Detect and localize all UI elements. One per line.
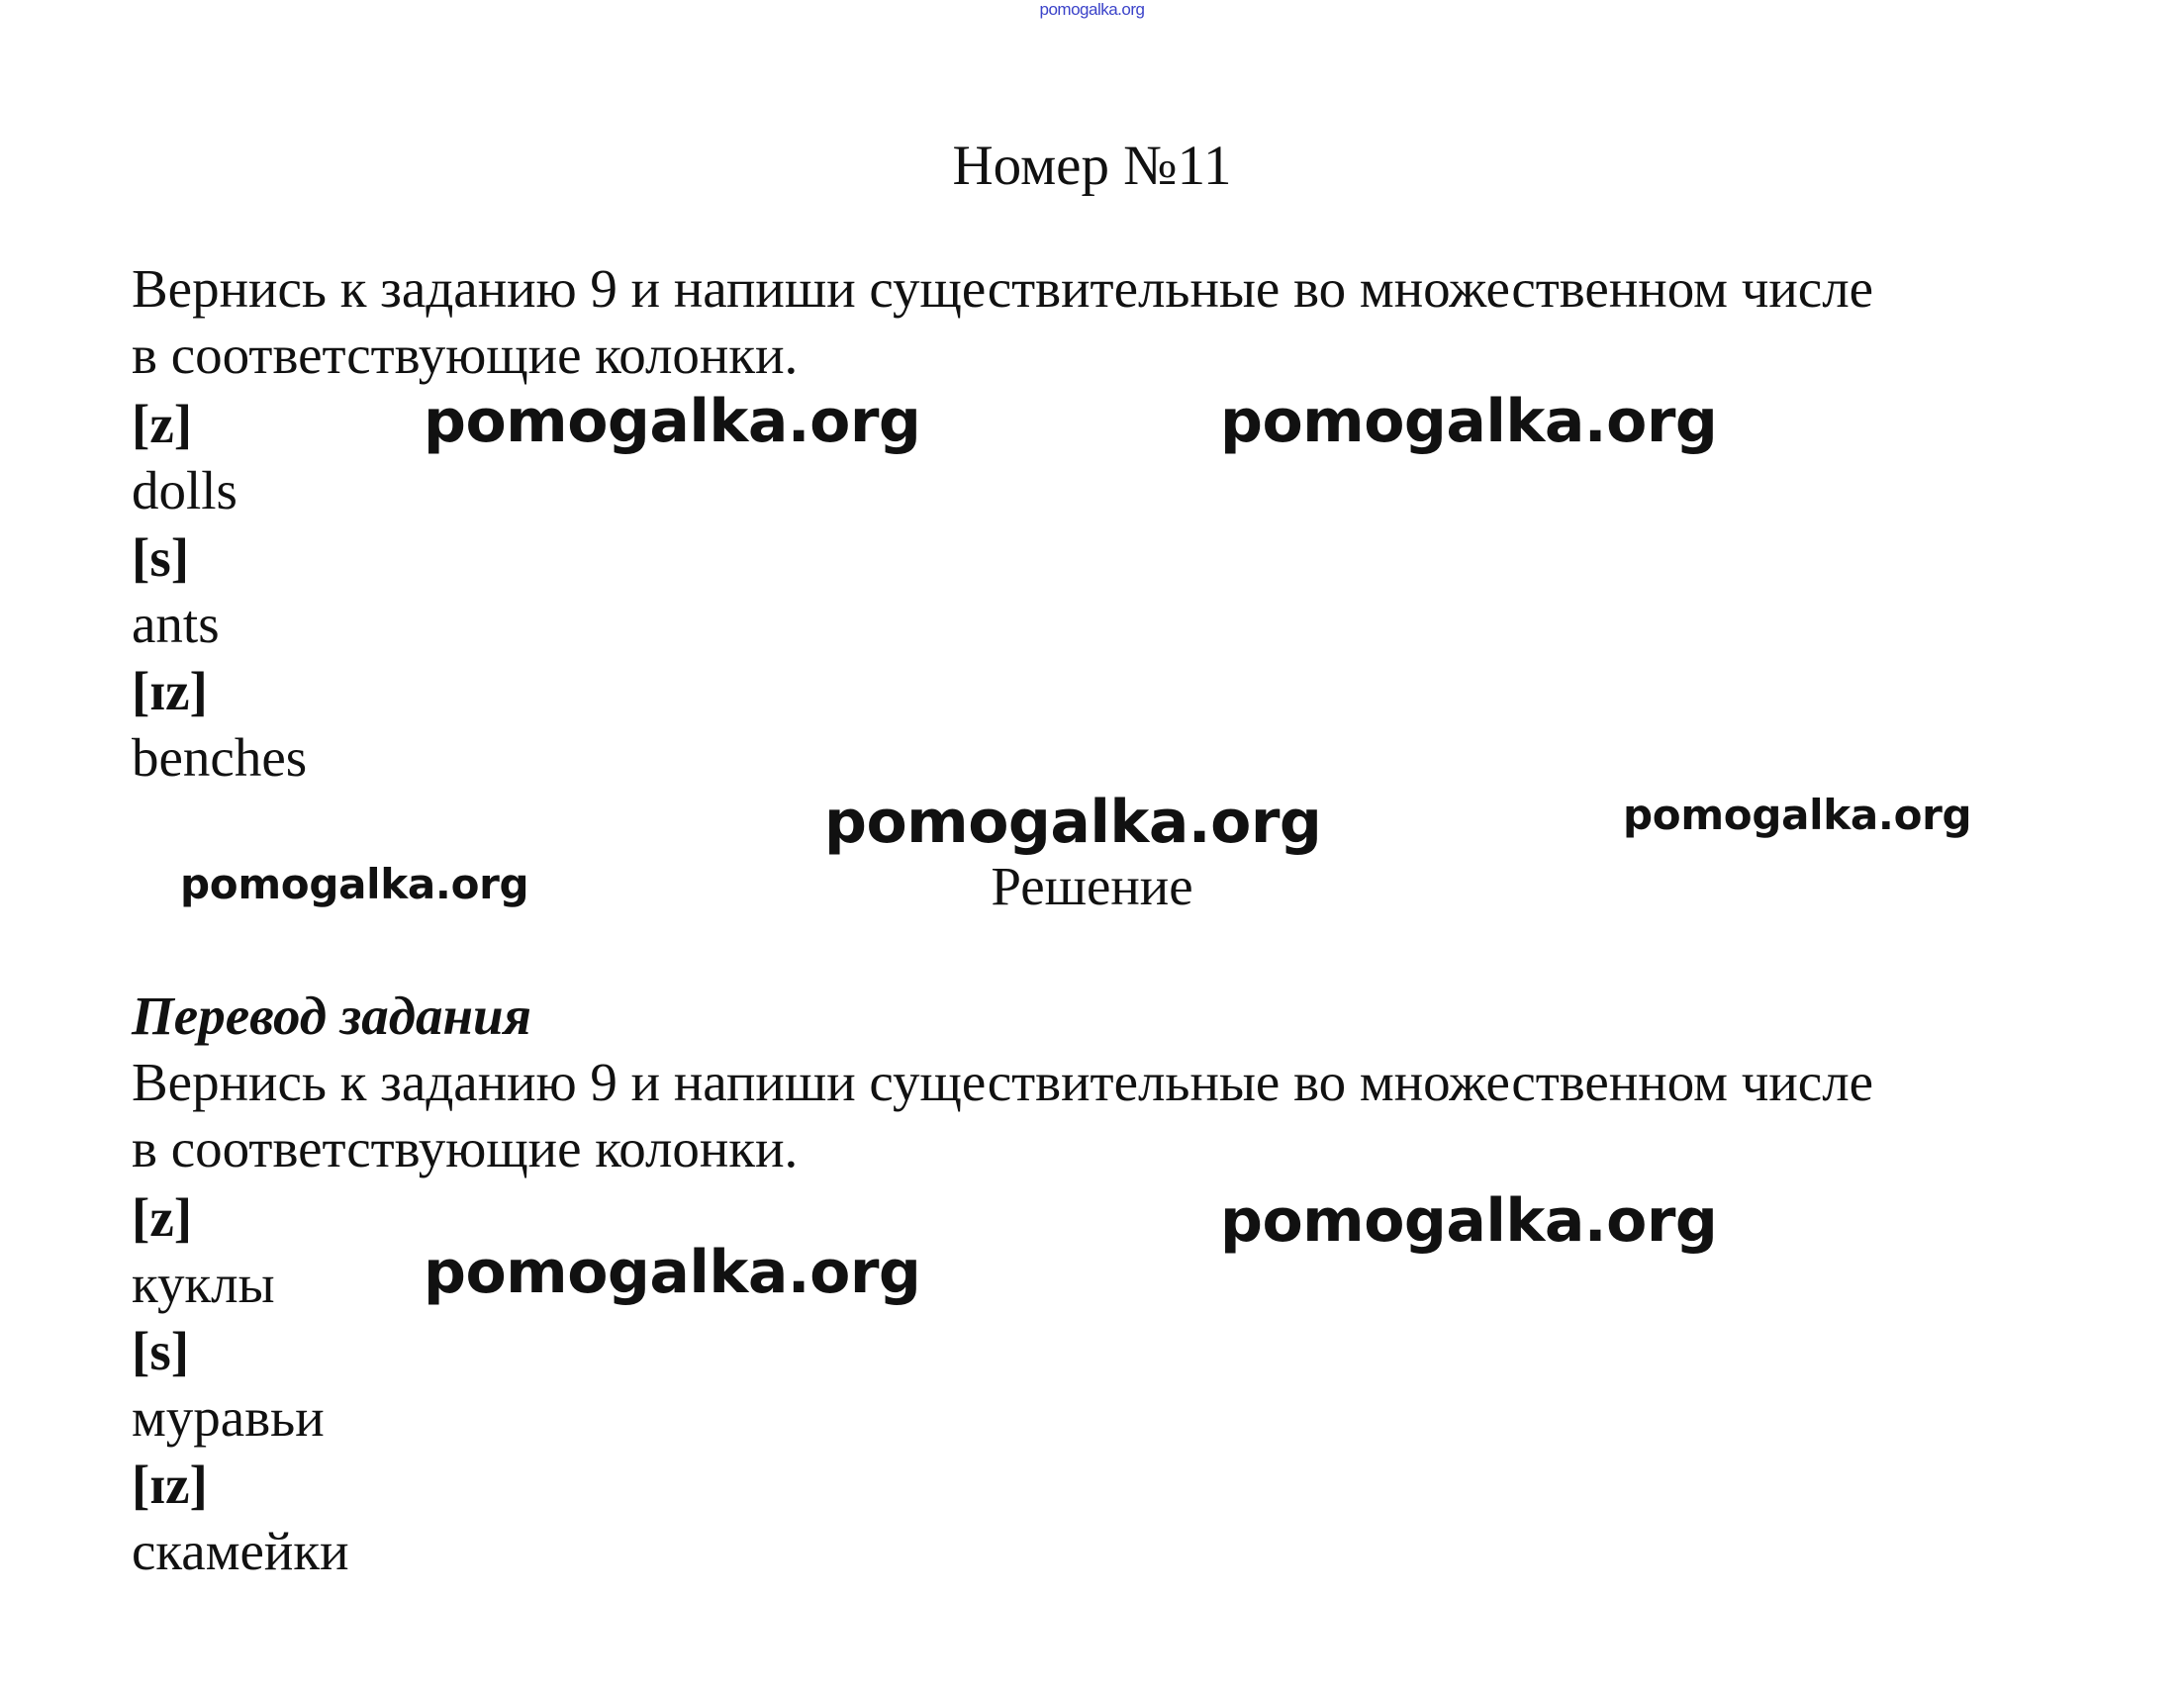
task-instruction-line-2: в соответствующие колонки. (132, 325, 799, 385)
task-phoneme-s: [s] (132, 527, 190, 588)
watermark: pomogalka.org (1623, 791, 1972, 839)
translation-word-skameyki: скамейки (132, 1521, 349, 1581)
translation-word-kukly: куклы (132, 1254, 275, 1314)
watermark: pomogalka.org (1220, 1186, 1718, 1256)
task-instruction-line-1: Вернись к заданию 9 и напиши существительные во множественном числе (132, 258, 1874, 319)
page-title: Номер №11 (952, 135, 1232, 197)
task-word-dolls: dolls (132, 460, 237, 520)
translation-instruction-line-2: в соответствующие колонки. (132, 1118, 799, 1178)
translation-instruction-line-1: Вернись к заданию 9 и напиши существительные во множественном числе (132, 1052, 1874, 1112)
watermark: pomogalka.org (1220, 387, 1718, 456)
task-word-benches: benches (132, 727, 308, 788)
translation-word-muravyi: муравьи (132, 1387, 325, 1448)
translation-phoneme-z: [z] (132, 1187, 193, 1248)
site-link[interactable]: pomogalka.org (1039, 0, 1145, 19)
solution-label: Решение (991, 856, 1193, 916)
watermark: pomogalka.org (424, 387, 921, 456)
watermark: pomogalka.org (824, 788, 1322, 857)
translation-phoneme-s: [s] (132, 1321, 190, 1381)
translation-heading: Перевод задания (132, 986, 531, 1046)
watermark: pomogalka.org (180, 860, 529, 908)
translation-phoneme-iz: [ɪz] (132, 1455, 208, 1515)
task-word-ants: ants (132, 594, 220, 654)
task-phoneme-iz: [ɪz] (132, 661, 208, 721)
watermark: pomogalka.org (424, 1238, 921, 1307)
task-phoneme-z: [z] (132, 394, 193, 454)
